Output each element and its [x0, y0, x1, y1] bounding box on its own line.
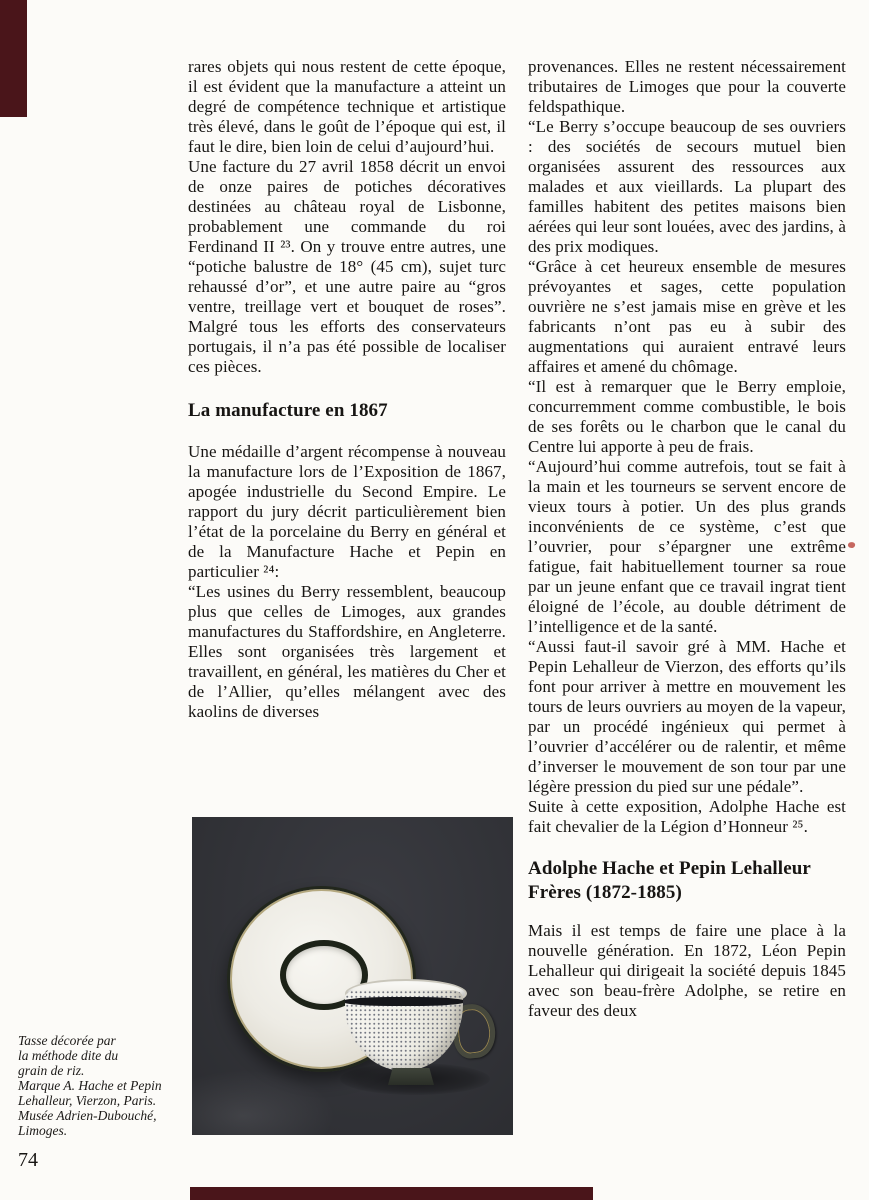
paragraph: “Il est à remarquer que le Berry emploie, concurremment comme combustible, le bois de ses forêts ou le charbon que le canal du Centre lui apporte à peu de frais. [528, 377, 846, 456]
paragraph: “Le Berry s’occupe beaucoup de ses ouvriers : des sociétés de secours mutuel bien organisées assurent des ressources aux malades et aux vieillards. La plupart des familles habitent des petites maisons bien aérées qui leur sont louées, avec des jardins, à des prix modiques. [528, 117, 846, 256]
paragraph: Tasse décorée par [18, 1033, 116, 1048]
paragraph: Une médaille d’argent récompense à nouveau la manufacture lors de l’Exposition de 1867, apogée industrielle du Second Empire. Le rapport du jury décrit particulièrement bien l’état de la porcelaine du Berry en général et de la Manufacture Hache et Pepin en particulier ²⁴: [188, 442, 506, 581]
section-heading: Adolphe Hache et Pepin Lehalleur Frères (1872-1885) [528, 858, 811, 903]
red-pen-mark [847, 541, 856, 549]
photo-caption [18, 1033, 188, 1138]
paragraph: “Aussi faut-il savoir gré à MM. Hache et Pepin Lehalleur de Vierzon, des efforts qu’ils font pour arriver à mettre en mouvement les tours de leurs ouvriers au moyen de la vapeur, par un procédé ingénieux qui permet à l’ouvrier d’accélérer ou de ralentir, et même d’inverser le mouvement de son tour par une légère pression du pied sur une pédale”. [528, 637, 846, 796]
redaction-bar-top-left [0, 0, 27, 117]
paragraph: grain de riz. [18, 1063, 85, 1078]
cup-and-saucer-photo [192, 817, 513, 1135]
paragraph: Marque A. Hache et Pepin [18, 1078, 162, 1093]
redaction-bar-bottom [190, 1187, 593, 1200]
paragraph: Musée Adrien-Dubouché, [18, 1108, 157, 1123]
paragraph: “Aujourd’hui comme autrefois, tout se fait à la main et les tourneurs se servent encore de vieux tours à potier. Un des plus grands inconvénients de ce système, c’est que l’ouvrier, pour s’épargner une extrême fatigue, fait habituellement tourner sa roue par un jeune enfant que ce travail ingrat tient éloigné de l’école, au double détriment de l’intelligence et de la santé. [528, 457, 846, 636]
cup-rim-band [345, 997, 463, 1006]
paragraph: la méthode dite du [18, 1048, 119, 1063]
left-text-column [188, 57, 506, 722]
paragraph: Mais il est temps de faire une place à la nouvelle génération. En 1872, Léon Pepin Lehalleur qui dirigeait la société depuis 1845 avec son beau-frère Adolphe, se retire en faveur des deux [528, 921, 846, 1020]
paragraph: Suite à cette exposition, Adolphe Hache est fait chevalier de la Légion d’Honneur ²⁵. [528, 797, 846, 836]
paragraph: Une facture du 27 avril 1858 décrit un envoi de onze paires de potiches décoratives destinées au château royal de Lisbonne, probablement une commande du roi Ferdinand II ²³. On y trouve entre autres, une “potiche balustre de 18° (45 cm), sujet turc rehaussé d’or”, et une autre paire au “gros ventre, treillage vert et bouquet de roses”. Malgré tous les efforts des conservateurs portugais, il n’a pas été possible de localiser ces pièces. [188, 157, 506, 376]
cup-foot [388, 1068, 434, 1085]
paragraph: “Grâce à cet heureux ensemble de mesures prévoyantes et sages, cette population ouvrière ne s’est jamais mise en grève et les fabricants n’ont pas eu à subir des augmentations qui auraient entravé leurs affaires et amené du chômage. [528, 257, 846, 376]
paragraph: Limoges. [18, 1123, 68, 1138]
section-heading: La manufacture en 1867 [188, 400, 388, 421]
paragraph: Lehalleur, Vierzon, Paris. [18, 1093, 157, 1108]
paragraph: “Les usines du Berry ressemblent, beaucoup plus que celles de Limoges, aux grandes manufactures du Staffordshire, en Angleterre. Elles sont organisées très largement et travaillent, en général, les matières du Cher et de l’Allier, qu’elles mélangent avec des kaolins de diverses [188, 582, 506, 721]
page-number: 74 [18, 1149, 38, 1171]
paragraph: provenances. Elles ne restent nécessairement tributaires de Limoges que pour la couverte feldspathique. [528, 57, 846, 116]
paragraph: rares objets qui nous restent de cette époque, il est évident que la manufacture a atteint un degré de compétence technique et artistique très élevé, dans le goût de l’époque qui est, il faut le dire, bien loin de celui d’aujourd’hui. [188, 57, 506, 156]
right-text-column [528, 57, 846, 1021]
